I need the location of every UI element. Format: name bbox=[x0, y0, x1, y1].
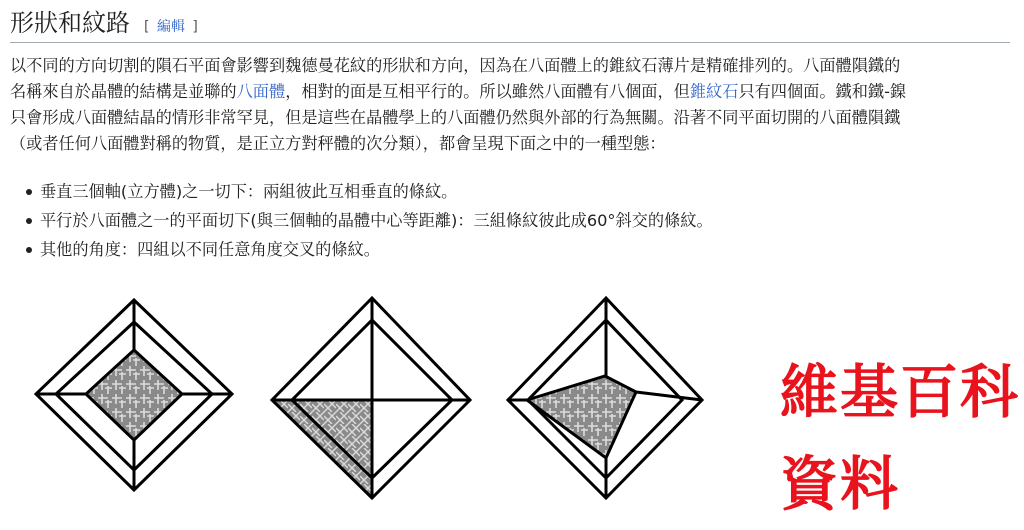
body-paragraph bbox=[10, 53, 1018, 157]
paragraph-line-1 bbox=[10, 53, 1018, 79]
line-3-text: 只會形成八面體結晶的情形非常罕見，但是這些在晶體學上的八面體仍然與外部的行為無關。沿著不同平面切開的八面體隕鐵 bbox=[10, 108, 901, 127]
diagram-oblique-cut bbox=[508, 298, 702, 498]
edit-bracket-open: [ bbox=[144, 19, 150, 35]
wikipedia-watermark bbox=[780, 346, 1020, 530]
line-2-text-a: 名稱來自於晶體的結構是並聯的 bbox=[10, 82, 237, 101]
list-item bbox=[10, 235, 713, 264]
paragraph-line-2 bbox=[10, 79, 1018, 105]
list-item-text: 其他的角度：四組以不同任意角度交叉的條紋。 bbox=[40, 240, 380, 259]
line-1-text: 以不同的方向切割的隕石平面會影響到魏德曼花紋的形狀和方向，因為在八面體上的錐紋石薄片是精確排列的。八面體隕鐵的 bbox=[10, 56, 901, 75]
diagram-cube-cut bbox=[36, 300, 232, 490]
line-2-text-b: ，相對的面是互相平行的。所以雖然八面體有八個面，但 bbox=[285, 82, 690, 101]
bullet-icon bbox=[26, 247, 32, 253]
edit-bracket-close: ] bbox=[192, 19, 198, 35]
section-title: 形狀和紋路 bbox=[10, 9, 130, 37]
edit-section bbox=[144, 16, 198, 36]
watermark-line-2: 資料 bbox=[780, 450, 901, 518]
diagram-octahedral-cut bbox=[272, 298, 470, 498]
cut-types-list bbox=[10, 177, 713, 264]
paragraph-line-4 bbox=[10, 131, 1018, 157]
kamacite-link[interactable]: 錐紋石 bbox=[689, 82, 739, 101]
list-item-text: 平行於八面體之一的平面切下(與三個軸的晶體中心等距離)：三組條紋彼此成60°斜交的條紋。 bbox=[40, 211, 713, 230]
line-4-text: （或者任何八面體對稱的物質，是正立方對秤體的次分類），都會呈現下面之中的一種型態： bbox=[10, 134, 666, 153]
line-2-text-c: 只有四個面。鐵和鐵-鎳 bbox=[738, 82, 907, 101]
list-item-text: 垂直三個軸(立方體)之一切下：兩組彼此互相垂直的條紋。 bbox=[40, 182, 458, 201]
watermark-line-1: 維基百科 bbox=[780, 358, 1021, 426]
paragraph-line-3 bbox=[10, 105, 1018, 131]
octahedron-link[interactable]: 八面體 bbox=[236, 82, 286, 101]
list-item bbox=[10, 206, 713, 235]
octahedron-cut-diagrams bbox=[0, 268, 760, 527]
list-item bbox=[10, 177, 713, 206]
edit-link[interactable]: 編輯 bbox=[156, 19, 185, 35]
section-heading bbox=[10, 6, 1010, 43]
bullet-icon bbox=[26, 218, 32, 224]
bullet-icon bbox=[26, 189, 32, 195]
